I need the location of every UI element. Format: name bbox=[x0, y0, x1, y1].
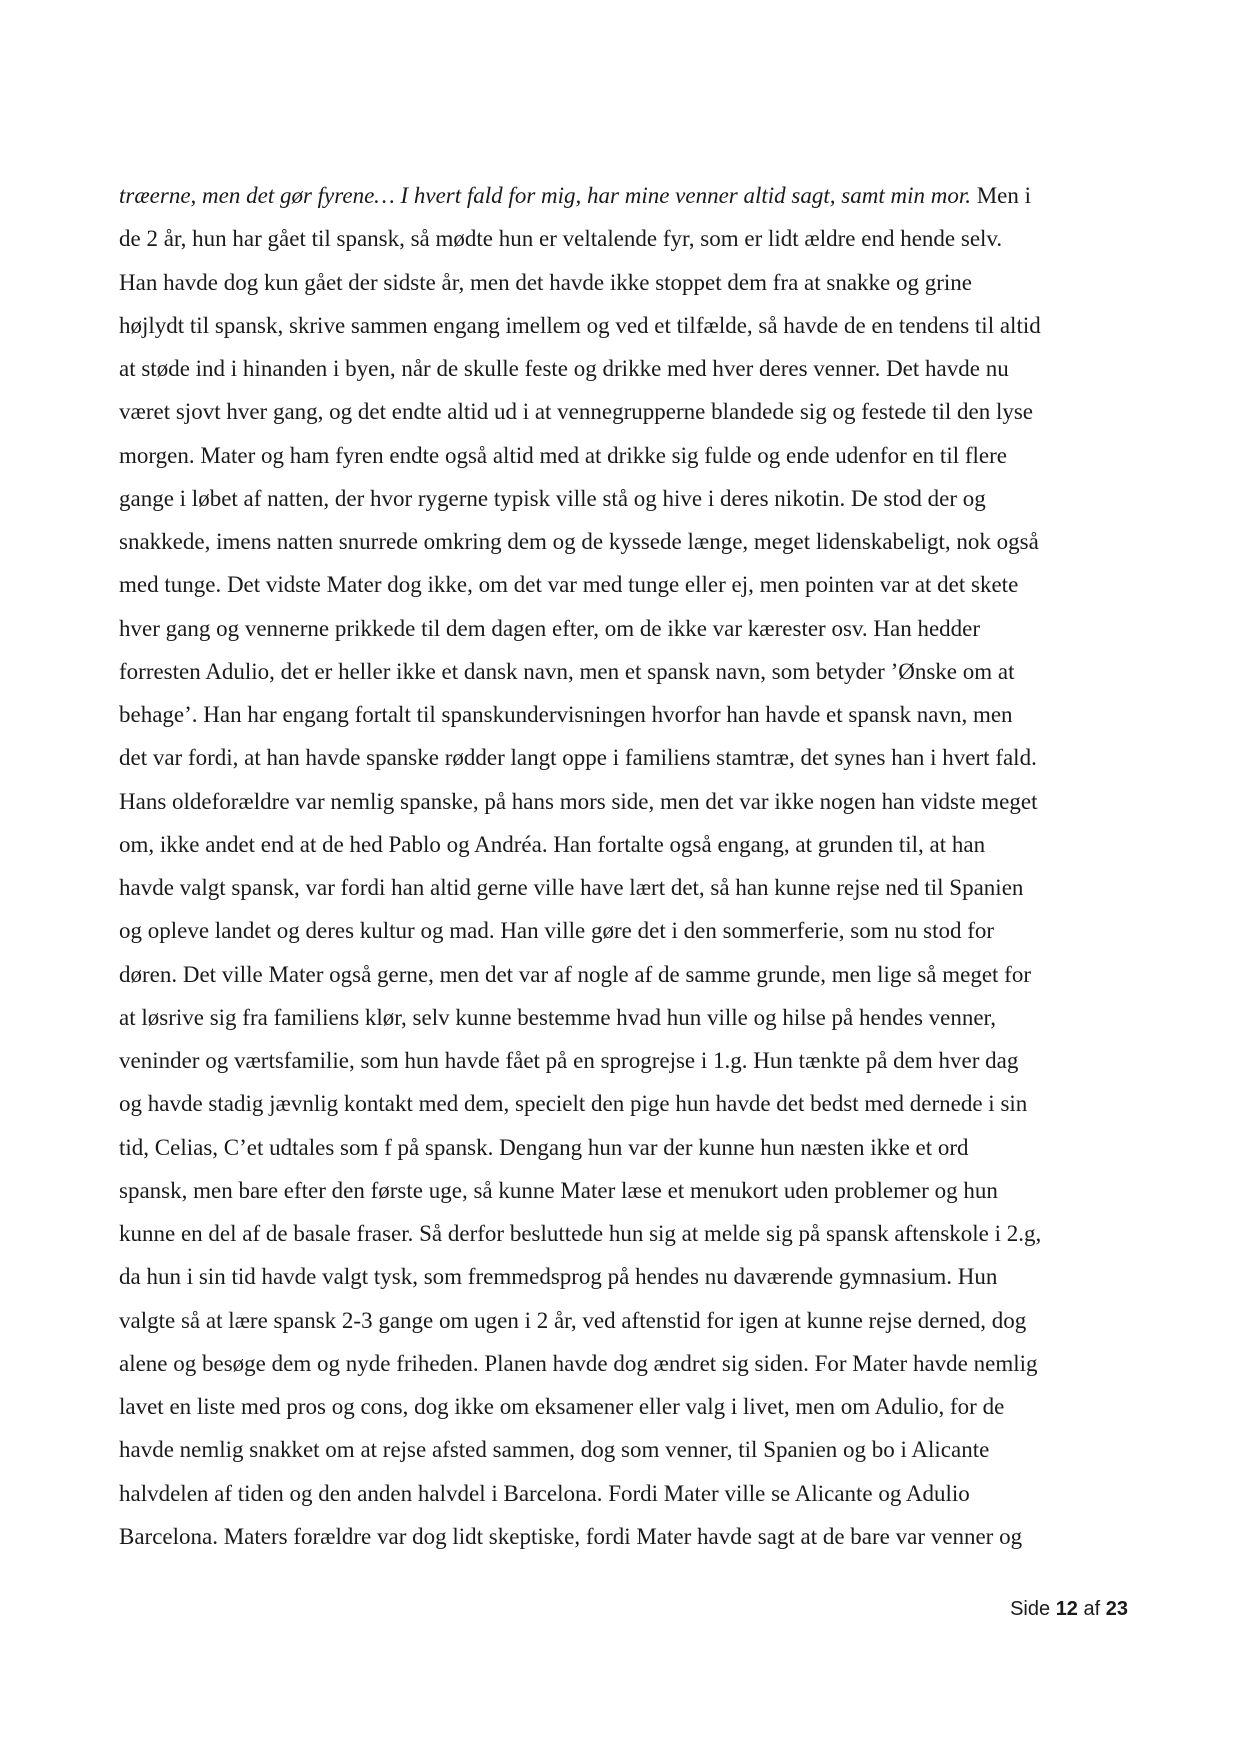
text-line: at løsrive sig fra familiens klør, selv kunne bestemme hvad hun ville og hilse på hendes venner, bbox=[119, 1004, 997, 1030]
page-label: Side bbox=[1010, 1598, 1051, 1620]
text-line: da hun i sin tid havde valgt tysk, som fremmedsprog på hendes nu daværende gymnasium. Hun bbox=[119, 1264, 998, 1290]
text-line: de 2 år, hun har gået til spansk, så mødte hun er veltalende fyr, som er lidt ældre end hende selv. bbox=[119, 226, 1003, 252]
text-line: tid, Celias, C’et udtales som f på spansk. Dengang hun var der kunne hun næsten ikke et ord bbox=[119, 1134, 969, 1160]
text-line: at støde ind i hinanden i byen, når de skulle feste og drikke med hver deres venner. Det havde nu bbox=[119, 356, 1009, 381]
text-line: forresten Adulio, det er heller ikke et dansk navn, men et spansk navn, som betyder ’Ønske om at bbox=[119, 658, 1015, 684]
text-line: snakkede, imens natten snurrede omkring dem og de kyssede længe, meget lidenskabeligt, nok også bbox=[119, 529, 1039, 554]
text-line: valgte så at lære spansk 2-3 gange om ugen i 2 år, ved aftenstid for igen at kunne rejse derned, dog bbox=[119, 1307, 1027, 1333]
text-line: spansk, men bare efter den første uge, så kunne Mater læse et menukort uden problemer og hun bbox=[119, 1177, 998, 1203]
text-line: veninder og værtsfamilie, som hun havde fået på en sprogrejse i 1.g. Hun tænkte på dem hver dag bbox=[119, 1048, 1019, 1073]
text-line: halvdelen af tiden og den anden halvdel i Barcelona. Fordi Mater ville se Alicante og Adulio bbox=[119, 1480, 970, 1506]
current-page-number: 12 bbox=[1055, 1598, 1078, 1620]
text-line: højlydt til spansk, skrive sammen engang imellem og ved et tilfælde, så havde de en tendens til altid bbox=[119, 312, 1041, 338]
text-line: været sjovt hver gang, og det endte altid ud i at vennegrupperne blandede sig og festede til den lyse bbox=[119, 399, 1033, 425]
text-line: Hans oldeforældre var nemlig spanske, på hans mors side, men det var ikke nogen han vidste meget bbox=[119, 788, 1038, 814]
text-line: hver gang og vennerne prikkede til dem dagen efter, om de ikke var kærester osv. Han hedder bbox=[119, 615, 981, 641]
text-line: Han havde dog kun gået der sidste år, men det havde ikke stoppet dem fra at snakke og grine bbox=[119, 269, 972, 295]
text-line: behage’. Han har engang fortalt til spanskundervisningen hvorfor han havde et spansk navn, men bbox=[119, 702, 1013, 727]
total-page-count: 23 bbox=[1105, 1598, 1128, 1620]
page-separator: af bbox=[1083, 1598, 1101, 1620]
italic-phrase: træerne, men det gør fyrene… I hvert fald for mig, har mine venner altid sagt, samt min mor. bbox=[119, 183, 971, 208]
text-line: med tunge. Det vidste Mater dog ikke, om det var med tunge eller ej, men pointen var at det skete bbox=[119, 572, 1019, 598]
text-line: alene og besøge dem og nyde friheden. Planen havde dog ændret sig siden. For Mater havde nemlig bbox=[119, 1350, 1038, 1376]
text-line: Barcelona. Maters forældre var dog lidt skeptiske, fordi Mater havde sagt at de bare var venner og bbox=[119, 1523, 1023, 1549]
body-text bbox=[119, 174, 1129, 1558]
text-line: gange i løbet af natten, der hvor rygerne typisk ville stå og hive i deres nikotin. De stod der og bbox=[119, 485, 986, 511]
text-line: døren. Det ville Mater også gerne, men det var af nogle af de samme grunde, men lige så meget for bbox=[119, 961, 1031, 987]
text-line: og havde stadig jævnlig kontakt med dem, specielt den pige hun havde det bedst med dernede i sin bbox=[119, 1091, 1028, 1117]
page-footer bbox=[1010, 1598, 1128, 1621]
text-line-rest: Men i bbox=[970, 183, 1032, 208]
text-line: om, ikke andet end at de hed Pablo og Andréa. Han fortalte også engang, at grunden til, at han bbox=[119, 831, 986, 857]
text-line: havde valgt spansk, var fordi han altid gerne ville have lært det, så han kunne rejse ned til Spanien bbox=[119, 875, 1024, 900]
text-line: og opleve landet og deres kultur og mad. Han ville gøre det i den sommerferie, som nu stod for bbox=[119, 918, 995, 944]
text-line: morgen. Mater og ham fyren endte også altid med at drikke sig fulde og ende udenfor en til flere bbox=[119, 442, 1007, 468]
text-line: kunne en del af de basale fraser. Så derfor besluttede hun sig at melde sig på spansk aftenskole i 2.g, bbox=[119, 1221, 1042, 1246]
text-line: havde nemlig snakket om at rejse afsted sammen, dog som venner, til Spanien og bo i Alicante bbox=[119, 1437, 990, 1463]
text-line bbox=[119, 174, 1129, 217]
text-line: lavet en liste med pros og cons, dog ikke om eksamener eller valg i livet, men om Adulio, for de bbox=[119, 1394, 1005, 1419]
text-line: det var fordi, at han havde spanske rødder langt oppe i familiens stamtræ, det synes han i hvert fald. bbox=[119, 745, 1037, 771]
